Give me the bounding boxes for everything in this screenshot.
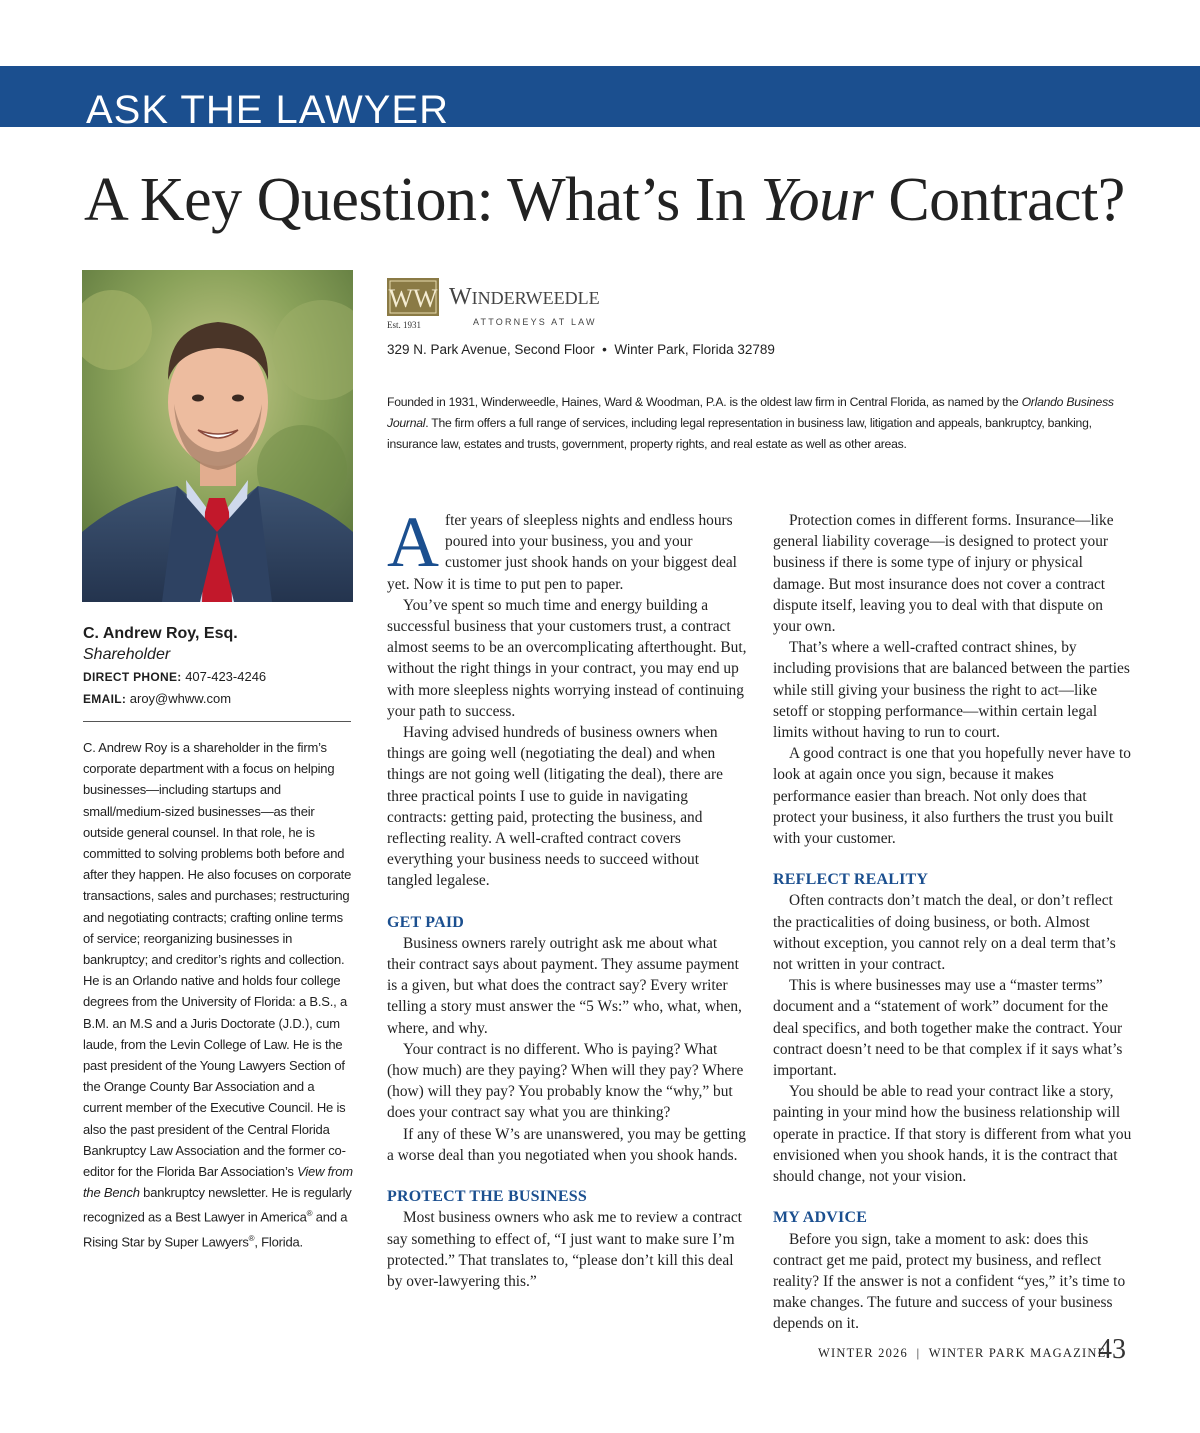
drop-cap: A — [387, 502, 439, 582]
author-info — [83, 623, 353, 710]
author-name: C. Andrew Roy, Esq. — [83, 625, 238, 642]
bio-text: and a Rising Star by Super Lawyers — [83, 1209, 348, 1250]
article-column-2 — [773, 510, 1133, 1335]
registered-mark: ® — [248, 1234, 255, 1243]
section-heading-advice: MY ADVICE — [773, 1209, 868, 1227]
bio-emphasis: View from the Bench — [83, 1164, 353, 1201]
author-title: Shareholder — [83, 646, 171, 663]
article-paragraph: Having advised hundreds of business owners when things are going well (negotiating the deal) and when things are not going well (litigating the deal), there are three practical points I use to guide in navigating contracts: getting paid, protecting the business, and reflecting reality. A well-crafted contract covers everything your business needs to succeed without tangled legalese. — [387, 724, 723, 890]
firm-description — [387, 392, 1135, 455]
article-paragraph: A good contract is one that you hopefully never have to look at again once you sign, because it makes performance easier than breach. Not only does that protect your business, it also furthers the trust you built with your customer. — [773, 745, 1131, 848]
article-headline — [84, 164, 1125, 236]
article-paragraph: This is where businesses may use a “master terms” document and a “statement of work” document for the deal specifics, and both together make the contract. Your contract doesn’t need to be that complex if it says what’s important. — [773, 977, 1123, 1080]
firm-address: 329 N. Park Avenue, Second Floor • Winter Park, Florida 32789 — [387, 342, 775, 357]
section-label: ASK THE LAWYER — [86, 88, 449, 132]
footer-issue: WINTER 2026 | WINTER PARK MAGAZINE — [818, 1346, 1107, 1360]
article-paragraph: If any of these W’s are unanswered, you may be getting a worse deal than you negotiated when you shook hands. — [387, 1125, 746, 1164]
author-bio — [83, 737, 353, 1253]
logo-name: WINDERWEEDLE — [449, 284, 600, 310]
phone-label: DIRECT PHONE: — [83, 670, 182, 684]
article-paragraph: You’ve spent so much time and energy building a successful business that your customers trust, a contract almost seems to be an overcomplicating afterthought. But, without the right things in your contract, you may end up with more sleepless nights worrying instead of continuing your path to success. — [387, 596, 747, 720]
bio-text: , Florida. — [254, 1234, 303, 1250]
article-paragraph: Often contracts don’t match the deal, or don’t reflect the practicalities of doing business, or both. Almost without exception, you cannot rely on a deal term that’s not written in your contract. — [773, 892, 1116, 974]
phone-number: 407-423-4246 — [185, 669, 267, 684]
logo-subtitle: ATTORNEYS AT LAW — [473, 317, 597, 327]
email-label: EMAIL: — [83, 692, 127, 706]
author-email — [83, 688, 353, 710]
divider — [83, 721, 351, 722]
registered-mark: ® — [306, 1209, 313, 1219]
author-photo — [82, 270, 353, 602]
article-column-1 — [387, 502, 747, 1292]
author-phone — [83, 666, 353, 688]
firm-logo — [387, 276, 637, 330]
email-address: aroy@whww.com — [129, 691, 232, 706]
article-paragraph: You should be able to read your contract like a story, painting in your mind how the business relationship will operate in practice. If that story is different from what you envisioned when you shook hands, it is the contract that should change, not your vision. — [773, 1083, 1132, 1186]
article-paragraph — [387, 502, 747, 595]
article-paragraph: That’s where a well-crafted contract shines, by including provisions that are balanced between the parties while still giving your business the right to act—like setoff or stopping performance—within certain legal limits without having to run to court. — [773, 639, 1130, 742]
headline-emphasis: Your — [760, 166, 874, 234]
page-number: 43 — [1098, 1334, 1126, 1365]
article-paragraph: Before you sign, take a moment to ask: does this contract get me paid, protect my business, and reflect reality? If the answer is not a confident “yes,” it’s time to make changes. The future and success of your business depends on it. — [773, 1230, 1126, 1333]
firm-description-emphasis: Orlando Business Journal — [387, 395, 1114, 430]
article-paragraph: Your contract is no different. Who is paying? What (how much) are they paying? When will they pay? Where (how) will they pay? You probably know the “why,” but does your contract say what you are thinking? — [387, 1040, 744, 1122]
headline-part: A Key Question: What’s In — [84, 166, 761, 234]
article-paragraph: Protection comes in different forms. Insurance—like general liability coverage—is designed to protect your business if there is some type of injury or physical damage. But most insurance does not cover a contract dispute itself, leaving you to deal with that dispute on your own. — [773, 512, 1114, 636]
section-heading-protect: PROTECT THE BUSINESS — [387, 1188, 587, 1206]
bio-text: C. Andrew Roy is a shareholder in the firm’s corporate department with a focus on helping businesses—including startups and small/medium-sized businesses—as their outside general counsel. In that role, he is committed to solving problems both before and after they happen. He also focuses on corporate transactions, sales and purchases; restructuring and negotiating contracts; crafting online terms of service; reorganizing businesses in bankruptcy; and creditor’s rights and collection. He is an Orlando native and holds four college degrees from the University of Florida: a B.S., a B.M. an M.S and a Juris Doctorate (J.D.), cum laude, from the Levin College of Law. He is the past president of the Young Lawyers Section of the Orange County Bar Association and a current member of the Executive Council. He is also the past president of the Central Florida Bankruptcy Law Association and the former co-editor for the Florida Bar Association’s — [83, 740, 352, 1180]
logo-mark: WW — [388, 284, 438, 313]
headline-part: Contract? — [873, 166, 1125, 234]
paragraph-text: fter years of sleepless nights and endless hours poured into your business, you and your customer just shook hands on your biggest deal yet. Now it is time to put pen to paper. — [387, 512, 737, 593]
article-paragraph: Most business owners who ask me to review a contract say something to effect of, “I just want to make sure I’m protected.” That translates to, “please don’t kill this deal by over-lawyering this.” — [387, 1209, 742, 1290]
logo-est: Est. 1931 — [387, 320, 422, 330]
firm-description-text: Founded in 1931, Winderweedle, Haines, Ward & Woodman, P.A. is the oldest law firm in Central Florida, as named by the — [387, 395, 1022, 409]
firm-description-text: . The firm offers a full range of services, including legal representation in business law, litigation and appeals, bankruptcy, banking, insurance law, estates and trusts, government, property rights, and real estate as well as other areas. — [387, 416, 1092, 451]
article-paragraph: Business owners rarely outright ask me about what their contract says about payment. They assume payment is a given, but what does the contract say? Every writer telling a story must answer the “5 Ws:” who, what, when, where, and why. — [387, 934, 742, 1037]
section-heading-reflect: REFLECT REALITY — [773, 871, 929, 889]
bio-text: bankruptcy newsletter. He is regularly recognized as a Best Lawyer in America — [83, 1185, 352, 1225]
section-heading-get-paid: GET PAID — [387, 913, 465, 931]
